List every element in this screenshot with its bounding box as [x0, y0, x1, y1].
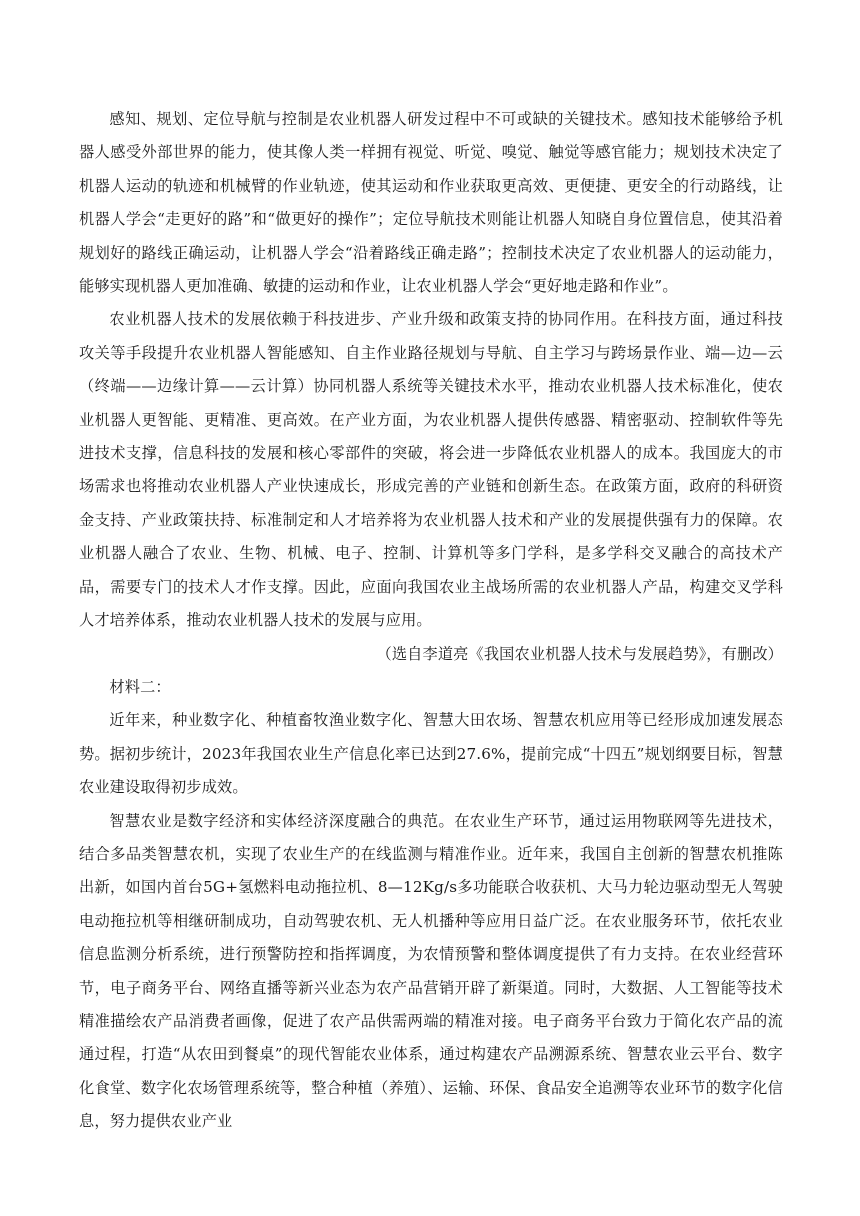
- document-body: [79, 103, 783, 1139]
- source-citation: （选自李道亮《我国农业机器人技术与发展趋势》，有删改）: [376, 644, 783, 663]
- paragraph-perception-technology: 感知、规划、定位导航与控制是农业机器人研发过程中不可或缺的关键技术。感知技术能够给予机器人感受外部世界的能力，使其像人类一样拥有视觉、听觉、嗅觉、触觉等感官能力；规划技术决定了机器人运动的轨迹和机械臂的作业轨迹，使其运动和作业获取更高效、更便捷、更安全的行动路线，让机器人学会“走更好的路”和“做更好的操作”；定位导航技术则能让机器人知晓自身位置信息，使其沿着规划好的路线正确运动，让机器人学会“沿着路线正确走路”；控制技术决定了农业机器人的运动能力，能够实现机器人更加准确、敏捷的运动和作业，让农业机器人学会“更好地走路和作业”。: [79, 110, 783, 296]
- material-two-label: 材料二：: [109, 677, 171, 696]
- paragraph-development-factors: 农业机器人技术的发展依赖于科技进步、产业升级和政策支持的协同作用。在科技方面，通过科技攻关等手段提升农业机器人智能感知、自主作业路径规划与导航、自主学习与跨场景作业、端—边—云（终端——边缘计算——云计算）协同机器人系统等关键技术水平，推动农业机器人技术标准化，使农业机器人更智能、更精准、更高效。在产业方面，为农业机器人提供传感器、精密驱动、控制软件等先进技术支撑，信息科技的发展和核心零部件的突破，将会进一步降低农业机器人的成本。我国庞大的市场需求也将推动农业机器人产业快速成长，形成完善的产业链和创新生态。在政策方面，政府的科研资金支持、产业政策扶持、标准制定和人才培养将为农业机器人技术和产业的发展提供强有力的保障。农业机器人融合了农业、生物、机械、电子、控制、计算机等多门学科，是多学科交叉融合的高技术产品，需要专门的技术人才作支撑。因此，应面向我国农业主战场所需的农业机器人产品，构建交叉学科人才培养体系，推动农业机器人技术的发展与应用。: [79, 310, 783, 630]
- paragraph-smart-agriculture: 智慧农业是数字经济和实体经济深度融合的典范。在农业生产环节，通过运用物联网等先进技术，结合多品类智慧农机，实现了农业生产的在线监测与精准作业。近年来，我国自主创新的智慧农机推陈出新，如国内首台5G+氢燃料电动拖拉机、8—12Kg/s多功能联合收获机、大马力轮边驱动型无人驾驶电动拖拉机等相继研制成功，自动驾驶农机、无人机播种等应用日益广泛。在农业服务环节，依托农业信息监测分析系统，进行预警防控和指挥调度，为农情预警和整体调度提供了有力支持。在农业经营环节，电子商务平台、网络直播等新兴业态为农产品营销开辟了新渠道。同时，大数据、人工智能等技术精准描绘农产品消费者画像，促进了农产品供需两端的精准对接。电子商务平台致力于简化农产品的流通过程，打造“从农田到餐桌”的现代智能农业体系，通过构建农产品溯源系统、智慧农业云平台、数字化食堂、数字化农场管理系统等，整合种植（养殖）、运输、环保、食品安全追溯等农业环节的数字化信息，努力提供农业产业: [79, 811, 783, 1131]
- paragraph-recent-digitalization: 近年来，种业数字化、种植畜牧渔业数字化、智慧大田农场、智慧农机应用等已经形成加速发展态势。据初步统计，2023年我国农业生产信息化率已达到27.6%，提前完成“十四五”规划纲要目标，智慧农业建设取得初步成效。: [79, 711, 783, 797]
